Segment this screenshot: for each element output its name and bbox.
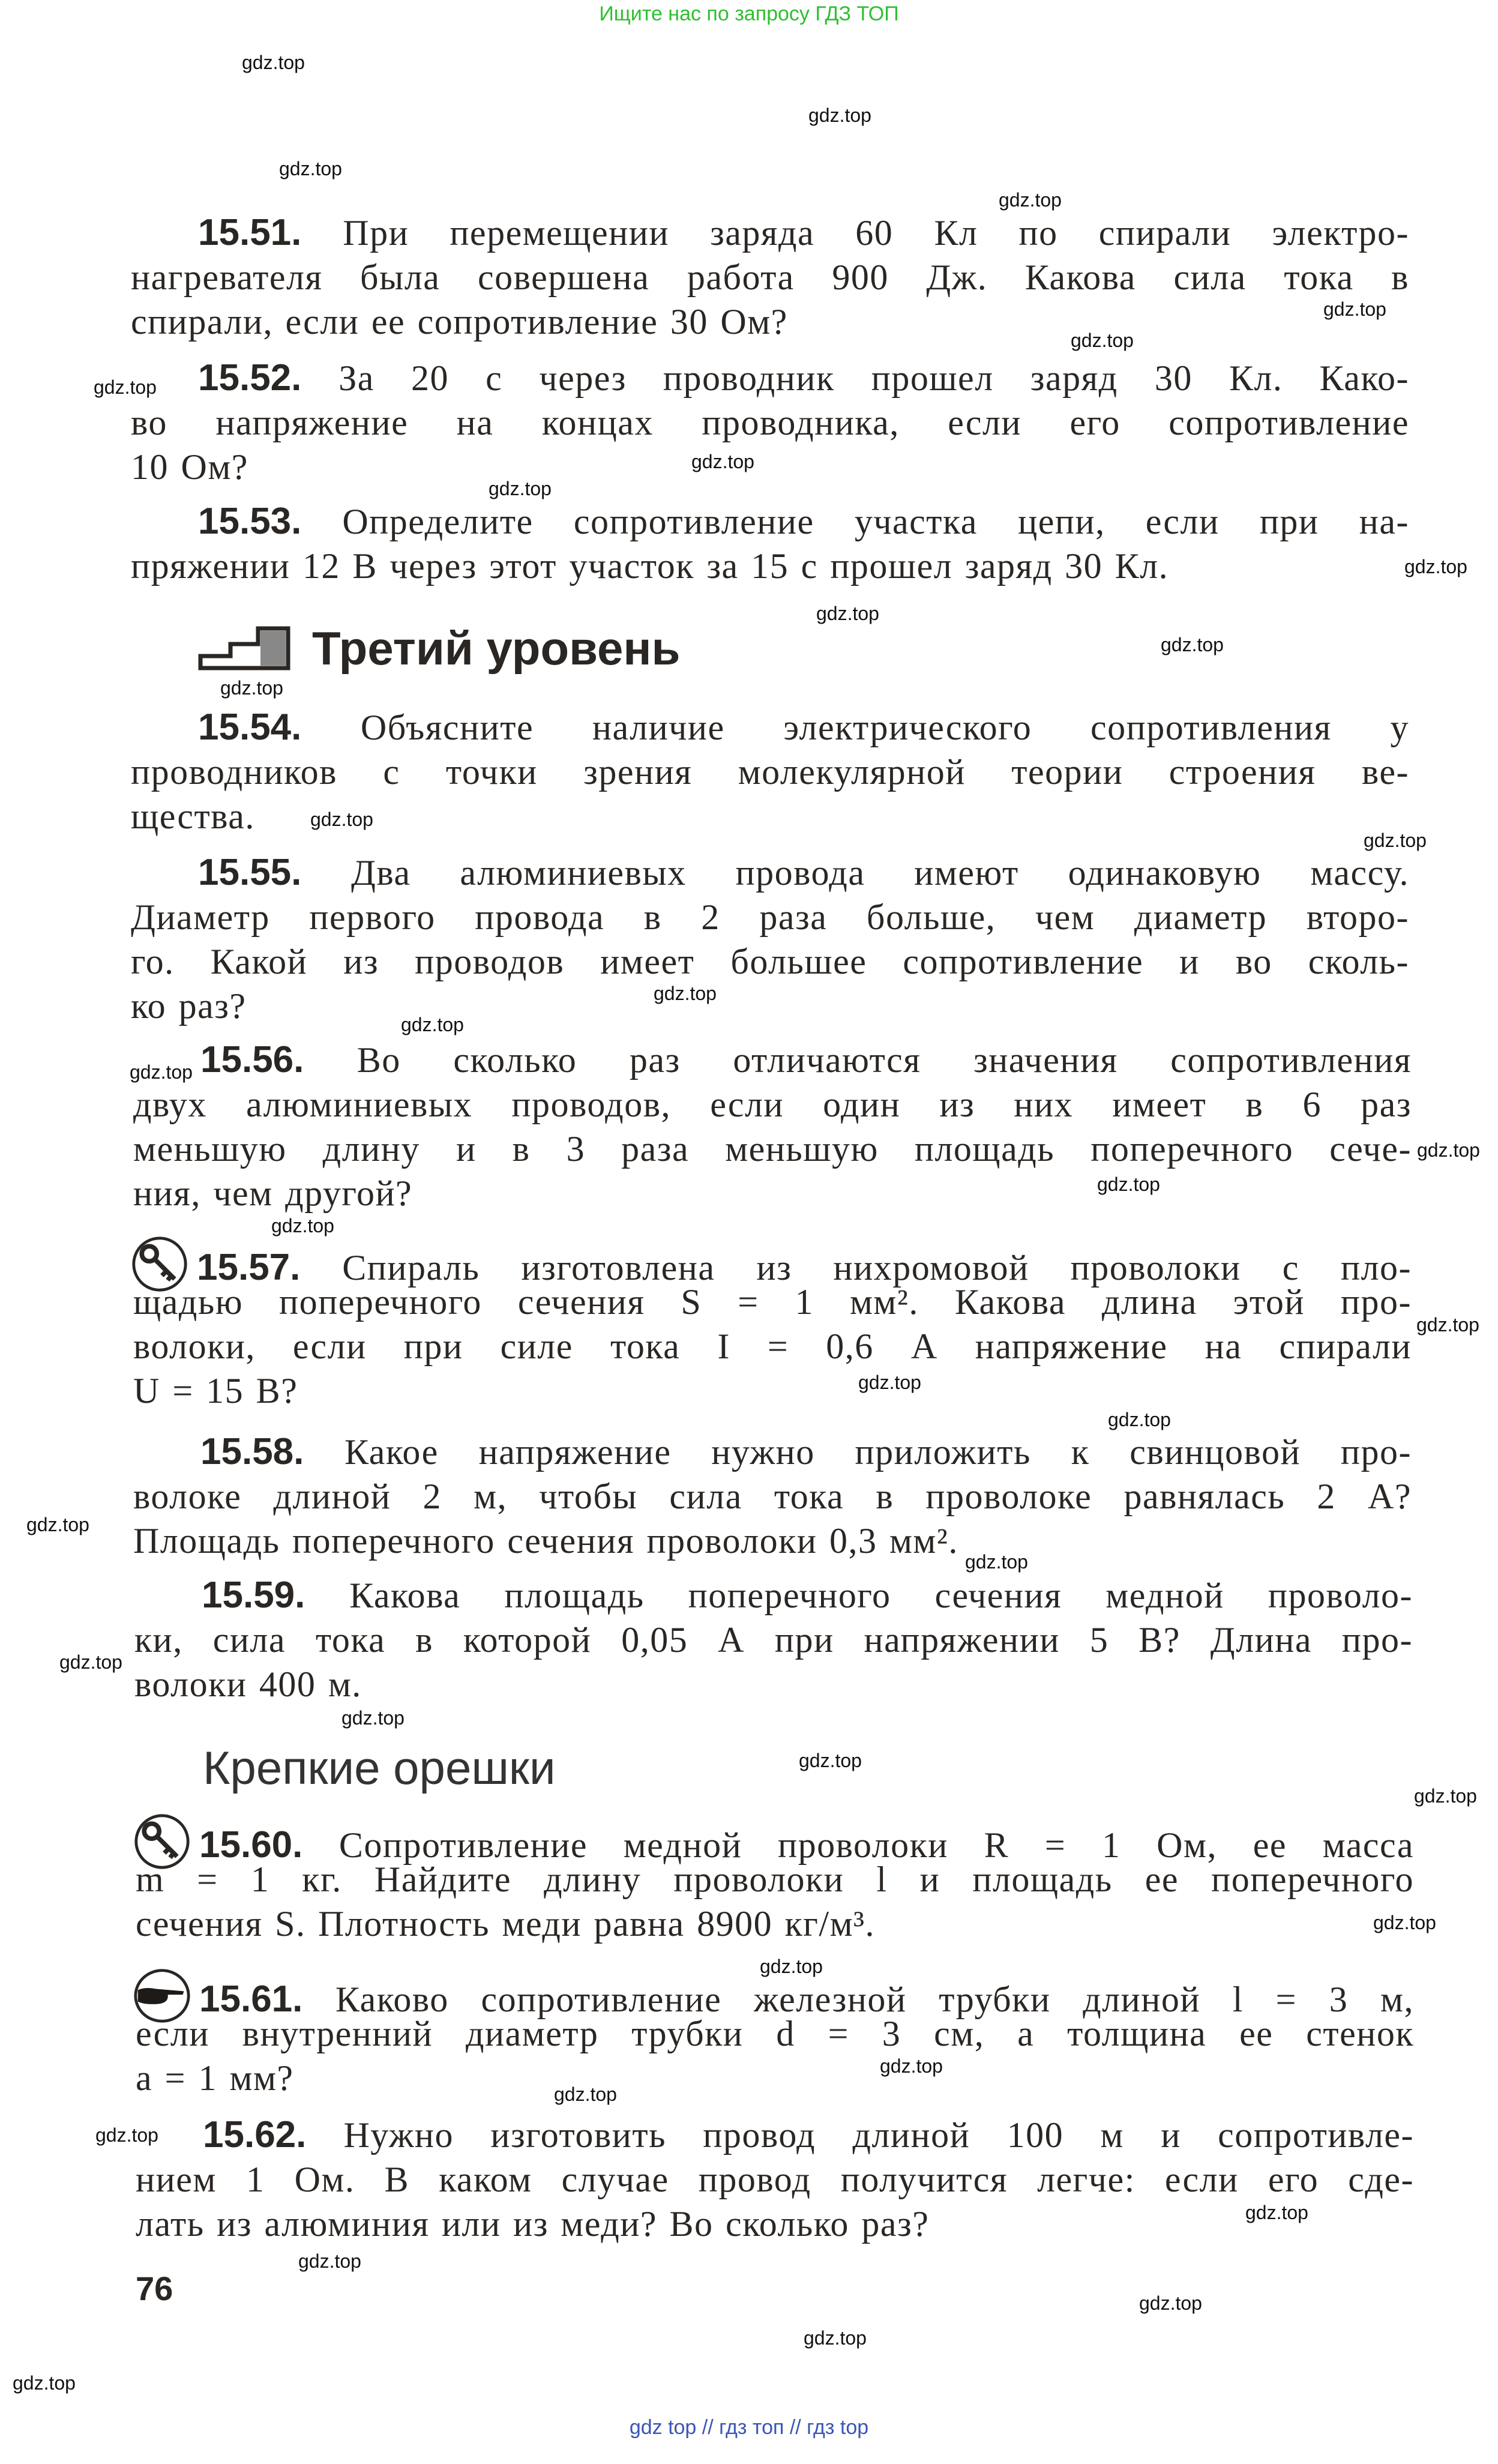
- watermark: gdz.top: [1414, 1785, 1477, 1807]
- watermark: gdz.top: [341, 1707, 405, 1729]
- watermark: gdz.top: [26, 1514, 89, 1535]
- problem-text: Определите сопротивление участка цепи, если при на-: [342, 502, 1409, 541]
- watermark: gdz.top: [1417, 1139, 1480, 1161]
- problem-line: [136, 2011, 1414, 2056]
- watermark: gdz.top: [94, 376, 157, 398]
- problem-text: спирали, если ее сопротивление 30 Ом?: [131, 302, 788, 342]
- problem-text: При перемещении заряда 60 Кл по спирали электро-: [343, 213, 1409, 253]
- problem-number: 15.61.: [199, 1978, 335, 2020]
- watermark: gdz.top: [1323, 298, 1386, 320]
- problem-line: [134, 1573, 1413, 1618]
- problem-text: щества.: [131, 797, 255, 836]
- problem-text: U = 15 В?: [133, 1371, 298, 1411]
- problem-line: [136, 2113, 1414, 2157]
- problem-text: волоки 400 м.: [134, 1664, 362, 1704]
- watermark: gdz.top: [1245, 2202, 1308, 2223]
- watermark: gdz.top: [554, 2083, 617, 2105]
- problem-line: [133, 1430, 1412, 1474]
- problem-line: [136, 2202, 1414, 2246]
- problem-text: Два алюминиевых провода имеют одинаковую массу.: [350, 853, 1409, 893]
- problem-text: Спираль изготовлена из нихромовой проволоки с пло-: [342, 1248, 1412, 1288]
- watermark: gdz.top: [1364, 830, 1427, 851]
- problem-line: [134, 1662, 1413, 1706]
- watermark: gdz.top: [298, 2250, 361, 2272]
- problem-text: ния, чем другой?: [133, 1173, 413, 1213]
- watermark: gdz.top: [691, 451, 754, 472]
- problem-line: [131, 939, 1409, 984]
- problem-line: [133, 1127, 1412, 1171]
- problem-text: волоки, если при силе тока I = 0,6 А напряжение на спирали: [133, 1327, 1412, 1366]
- problem-line: [133, 1324, 1412, 1369]
- problem-number: 15.60.: [199, 1824, 339, 1866]
- problem-number: 15.54.: [198, 706, 361, 748]
- subsection-title: Крепкие орешки: [203, 1741, 556, 1794]
- problem-number: 15.51.: [198, 212, 343, 253]
- watermark: gdz.top: [13, 2372, 76, 2394]
- problem-text: Во сколько раз отличаются значения сопротивления: [356, 1040, 1412, 1080]
- watermark: gdz.top: [808, 104, 871, 126]
- watermark: gdz.top: [489, 478, 552, 499]
- problem-line: [131, 895, 1409, 939]
- problem-text: если внутренний диаметр трубки d = 3 см, а толщина ее стенок: [136, 2014, 1414, 2053]
- problem-number: 15.57.: [197, 1247, 343, 1288]
- watermark: gdz.top: [799, 1750, 862, 1771]
- problem-line: [131, 400, 1409, 445]
- problem-line: [136, 1857, 1414, 1902]
- problem-line: [133, 1280, 1412, 1324]
- problem-line: [133, 1474, 1412, 1519]
- problem-15-51: [131, 211, 1409, 344]
- problem-15-60: [136, 1813, 1414, 1946]
- watermark: gdz.top: [965, 1551, 1028, 1573]
- problem-15-61: [136, 1967, 1414, 2100]
- problem-line: [134, 1618, 1413, 1662]
- problem-15-58: [133, 1430, 1412, 1563]
- problem-text: Площадь поперечного сечения проволоки 0,3 мм².: [133, 1521, 958, 1561]
- problem-text: нагревателя была совершена работа 900 Дж. Какова сила тока в: [131, 258, 1409, 297]
- problem-line: [131, 300, 1409, 344]
- problem-line: [136, 2056, 1414, 2100]
- watermark: gdz.top: [1416, 1314, 1479, 1336]
- problem-text: Каково сопротивление железной трубки длиной l = 3 м,: [335, 1980, 1415, 2019]
- watermark: gdz.top: [999, 189, 1062, 211]
- problem-line: [133, 1369, 1412, 1413]
- problem-text: Какое напряжение нужно приложить к свинцовой про-: [344, 1432, 1412, 1472]
- problem-15-57: [133, 1235, 1412, 1413]
- problem-text: проводников с точки зрения молекулярной теории строения ве-: [131, 752, 1409, 792]
- watermark: gdz.top: [1139, 2292, 1202, 2314]
- watermark: gdz.top: [1373, 1912, 1436, 1933]
- problem-text: m = 1 кг. Найдите длину проволоки l и площадь ее поперечного: [136, 1860, 1414, 1899]
- problem-line: [133, 1235, 1412, 1288]
- problem-text: лать из алюминия или из меди? Во сколько раз?: [136, 2204, 930, 2244]
- watermark: gdz.top: [1161, 634, 1224, 655]
- problem-text: Объясните наличие электрического сопротивления у: [360, 708, 1409, 747]
- problem-number: 15.55.: [198, 852, 351, 893]
- watermark: gdz.top: [880, 2055, 943, 2077]
- problem-number: 15.59.: [202, 1574, 350, 1616]
- problem-line: [133, 1082, 1412, 1127]
- problem-line: [136, 2157, 1414, 2202]
- problem-number: 15.56.: [200, 1039, 357, 1080]
- problem-line: [131, 750, 1409, 794]
- problem-text: 10 Ом?: [131, 447, 248, 487]
- watermark: gdz.top: [858, 1372, 921, 1393]
- problem-text: Какова площадь поперечного сечения медной проволо-: [349, 1576, 1413, 1615]
- watermark: gdz.top: [310, 809, 373, 830]
- problem-line: [131, 356, 1409, 400]
- watermark: gdz.top: [1097, 1173, 1160, 1195]
- problem-15-62: [136, 2113, 1414, 2246]
- problem-text: двух алюминиевых проводов, если один из них имеет в 6 раз: [133, 1085, 1412, 1124]
- problem-line: [133, 1171, 1412, 1215]
- watermark: gdz.top: [760, 1956, 823, 1977]
- footer-links[interactable]: gdz top // гдз топ // гдз top: [629, 2416, 869, 2439]
- problem-line: [133, 1519, 1412, 1563]
- watermark: gdz.top: [401, 1014, 464, 1035]
- problem-line: [136, 1902, 1414, 1946]
- problem-text: нием 1 Ом. В каком случае провод получится легче: если его сде-: [136, 2160, 1414, 2199]
- search-banner[interactable]: Ищите нас по запросу ГДЗ ТОП: [599, 2, 899, 25]
- watermark: gdz.top: [1071, 330, 1134, 351]
- problem-line: [131, 984, 1409, 1028]
- problem-text: сечения S. Плотность меди равна 8900 кг/м³.: [136, 1904, 876, 1944]
- problem-line: [131, 705, 1409, 750]
- watermark: gdz.top: [242, 52, 305, 73]
- problem-15-53: [131, 499, 1409, 588]
- stairs-icon: [198, 626, 294, 672]
- problem-line: [131, 544, 1409, 588]
- problem-line: [133, 1038, 1412, 1082]
- problem-text: пряжении 12 В через этот участок за 15 с прошел заряд 30 Кл.: [131, 546, 1169, 586]
- watermark: gdz.top: [1404, 556, 1467, 577]
- problem-line: [131, 445, 1409, 489]
- watermark: gdz.top: [654, 983, 717, 1004]
- problem-text: Нужно изготовить провод длиной 100 м и сопротивле-: [343, 2115, 1414, 2155]
- problem-text: волоке длиной 2 м, чтобы сила тока в проволоке равнялась 2 А?: [133, 1477, 1412, 1516]
- problem-text: во напряжение на концах проводника, если его сопротивление: [131, 403, 1409, 442]
- watermark: gdz.top: [816, 603, 879, 624]
- problem-text: За 20 с через проводник прошел заряд 30 Кл. Како-: [338, 358, 1409, 398]
- watermark: gdz.top: [95, 2124, 158, 2146]
- problem-line: [131, 211, 1409, 255]
- problem-text: Сопротивление медной проволоки R = 1 Ом, ее масса: [338, 1825, 1415, 1865]
- watermark: gdz.top: [59, 1651, 122, 1673]
- problem-text: щадью поперечного сечения S = 1 мм². Какова длина этой про-: [133, 1282, 1412, 1322]
- problem-line: [131, 499, 1409, 544]
- problem-number: 15.53.: [198, 501, 343, 542]
- problem-line: [136, 1813, 1415, 1866]
- section-title: Третий уровень: [312, 622, 681, 675]
- problem-text: меньшую длину и в 3 раза меньшую площадь поперечного сече-: [133, 1129, 1412, 1169]
- problem-15-55: [131, 851, 1409, 1028]
- problem-text: ко раз?: [131, 986, 247, 1026]
- watermark: gdz.top: [804, 2327, 867, 2349]
- page-number: 76: [136, 2270, 173, 2307]
- problem-15-56: [133, 1038, 1412, 1215]
- problem-number: 15.52.: [198, 357, 339, 399]
- problem-15-59: [134, 1573, 1413, 1706]
- problem-line: [131, 255, 1409, 300]
- problem-text: Диаметр первого провода в 2 раза больше, чем диаметр второ-: [131, 897, 1409, 937]
- problem-15-52: [131, 356, 1409, 489]
- problem-number: 15.58.: [200, 1431, 344, 1472]
- problem-text: ки, сила тока в которой 0,05 А при напряжении 5 В? Длина про-: [134, 1620, 1413, 1660]
- watermark: gdz.top: [130, 1061, 193, 1083]
- watermark: gdz.top: [220, 677, 283, 699]
- watermark: gdz.top: [1108, 1409, 1171, 1430]
- problem-number: 15.62.: [203, 2114, 344, 2155]
- section-header: [198, 621, 680, 676]
- watermark: gdz.top: [279, 158, 342, 179]
- watermark: gdz.top: [271, 1215, 334, 1237]
- problem-line: [131, 851, 1409, 895]
- problem-text: a = 1 мм?: [136, 2058, 294, 2098]
- problem-text: го. Какой из проводов имеет большее сопротивление и во сколь-: [131, 942, 1409, 981]
